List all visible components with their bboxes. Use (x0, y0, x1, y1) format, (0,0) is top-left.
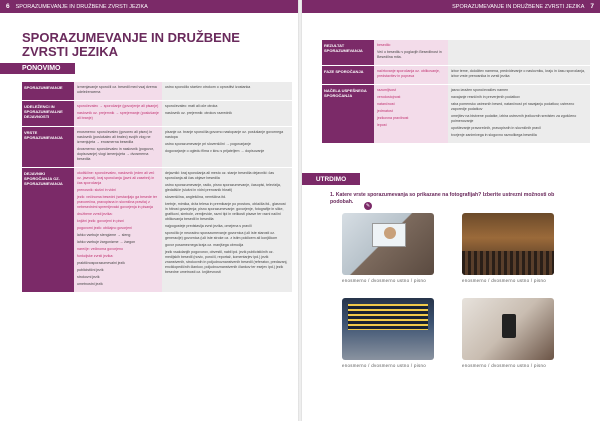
summary-table-continued (322, 40, 590, 144)
cell-text: lepost (377, 123, 387, 127)
cell-text: omejitev na bistvene podatke, izbira ustreznih jezikovnih sredstev za zgoščeno poimenovanje (451, 114, 577, 123)
row-right (162, 82, 292, 100)
section-ponovimo: PONOVIMO (0, 63, 75, 74)
row-right (162, 168, 292, 292)
cell-text: Več o besedilu v poglavjih Besedilnost in Besedilna mita. (377, 50, 442, 59)
cell-text: ustno sporazumevanje pri slovenščini → pogovarjanje (165, 142, 251, 146)
cell-text: publicistični jezik (77, 268, 104, 272)
row-middle (374, 85, 448, 143)
row-label: REZULTAT SPORAZUMEVANJA (322, 40, 374, 65)
cell-text: lahko vsebuje slengizme → sleng (77, 233, 131, 237)
table-row (322, 85, 590, 144)
audience-crowd (462, 251, 554, 275)
cell-text: jezik: večinoma besedni (sestavljajo ga besede ter pravorečna, pravopisna in slovnična pravila) z nebesednimi spremljevalci govorjenja in pisanja (77, 195, 158, 209)
cell-text: ustno sporočilo staršev otrokom o oprostitvi izostanka (165, 85, 251, 89)
person-face (384, 227, 396, 239)
photo-lecture-audience (462, 213, 554, 275)
pencil-icon: ✎ (365, 203, 371, 209)
cell-text: tvorjenje zanimivega in slogovno raznolikega besedila (451, 133, 537, 137)
running-head-text-right: SPORAZUMEVANJE IN DRUŽBENE ZVRSTI JEZIKA (452, 3, 585, 10)
cell-text: besedilo (377, 43, 391, 47)
cell-text: naslovnik oz. prejemnik: otrokov razrednik (165, 111, 232, 115)
cell-text: sporočevalec → sporočanje (govorjenje ali pisanje) (77, 104, 159, 108)
cell-text: enosmerno: sporočevalec (govorec ali pisec) in naslovnik (poslušalec ali bralec) svojih vlog ne izmenjujeta → enosmerna besedila (77, 130, 153, 144)
right-page (302, 0, 600, 421)
photo-departure-board (342, 298, 434, 360)
cell-text: knjižni jezik: govorjeni in pisni (77, 219, 124, 223)
cell-text: jedrnatost (377, 109, 393, 113)
cell-text: praktičnosporazumevalni jezik (77, 261, 125, 265)
row-label: UDELEŽENCI IN SPORAZUMEVALNE DEJAVNOSTI (22, 101, 74, 126)
cell-text: umetnostni jezik (77, 282, 103, 286)
running-head-text-left: SPORAZUMEVANJE IN DRUŽBENE ZVRSTI JEZIKA (15, 3, 148, 10)
cell-text: naslovnik oz. prejemnik → sprejemanje (poslušanje ali branje) (77, 111, 159, 120)
cell-text: prenosnik: slušni in vidni (77, 188, 116, 192)
page-number-right: 7 (590, 3, 594, 10)
row-right (448, 66, 590, 84)
row-right (162, 127, 292, 167)
photo-video-call (342, 213, 434, 275)
cell-text: raba pomensko ustreznih besed, natančnost pri navajanju podatkov, ustrezno zaporedje podatkov (451, 102, 575, 111)
row-label: VRSTE SPORAZUMEVANJA (22, 127, 74, 167)
section-utrdimo: UTRDIMO (302, 173, 360, 185)
page-title: SPORAZUMEVANJE IN DRUŽBENE ZVRSTI JEZIKA (22, 30, 240, 59)
cell-text: strokovni jezik (77, 275, 100, 279)
cell-text: jasno izražen sporočevalčev namen (451, 88, 509, 92)
cell-text: funkcijske zvrsti jezika: (77, 254, 114, 258)
table-row (22, 127, 292, 168)
cell-text: okoliščine: sporočevalec, naslovnik (eden ali več oz. javnost), kraj sporočanja (javni ali zasebni) in čas sporočanja (77, 171, 155, 185)
cell-text: izmenjavanje sporočil oz. besedil med vsaj dvema udeležencema (77, 85, 157, 94)
cell-text: sporočevalec: mati ali oče otroka (165, 104, 218, 108)
cell-text: dogovarjanje o ogledu filma v kinu s prijateljem → dopisovanje (165, 149, 265, 153)
row-middle (374, 66, 448, 84)
photo-caption-4[interactable]: enosmerno / dvosmerno ustno / pisno (462, 363, 546, 368)
cell-text: najpogosteje predstavlja zvrst jezika, omejena s pravili (165, 224, 252, 228)
row-middle (374, 40, 448, 65)
row-label: FAZE SPOROČANJA (322, 66, 374, 84)
row-right (162, 101, 292, 126)
cell-text: dvosmerno: sporočevalec in naslovnik (pogovor, dopisovanje) vlogi izmenjujeta → dvosmerna besedila (77, 147, 154, 161)
cell-text: upoštevanje pravorečnih, pravopisnih in slovničnih pravil (451, 126, 541, 130)
cell-text: družbene zvrsti jezika: (77, 212, 113, 216)
cell-text: slovenščina, angleščina, nemščina itd. (165, 195, 227, 199)
photo-phone-messaging (462, 298, 554, 360)
table-row (22, 101, 292, 127)
row-middle (74, 168, 162, 292)
table-row (322, 40, 590, 66)
cell-text: razumljivost (377, 88, 396, 92)
cell-text: izbor teme, določitev namena, predvidevanje o naslovniku, kraju in času sporočanja, izbor vrste prenosnika in zvrsti jezika (451, 69, 586, 78)
cell-text: jezikovna pravilnost (377, 116, 409, 120)
summary-table (22, 82, 292, 293)
cell-text: govor posameznega kraja oz. manjšega območja (165, 243, 244, 247)
cell-text: ustno sporazumevanje, radio, pisno sporazumevanje, časopisi, televizija, gledališče (slušni in vidni prenosnik hkrati) (165, 183, 281, 192)
row-label: NAČELA USPEŠNEGA SPOROČANJA (322, 85, 374, 143)
table-row (322, 66, 590, 85)
running-head-left (0, 0, 298, 13)
table-row (22, 82, 292, 101)
exercise-question: 1. Katere vrste sporazumevanja so prikazane na fotografijah? Izberite ustrezni možnosti ob podobah. (330, 192, 555, 205)
row-label: SPORAZUMEVANJE (22, 82, 74, 100)
cell-text: narečje: večinoma govorjeno (77, 247, 123, 251)
departure-board (348, 304, 428, 330)
cell-text: pogovorni jezik: običajno govorjeni (77, 226, 132, 230)
cell-text: kretnje, mimika, drža telesa in premikanje po prostoru, oblačila itd., glasnost in hitrost govorjenja; pisno sporazumevanje: govorjenje, fotografije in slike, grafikoni, simbole, zemljevide, razni tipi in velikosti pisave ter razni načini oblikovanja besedil in besedila (165, 202, 286, 221)
table-row (22, 168, 292, 293)
cell-text: pisanje oz. branje sporočila govorno nastopanje oz. poslušanje govornega nastopa (165, 130, 284, 139)
row-right (448, 40, 590, 65)
page-number-left: 6 (6, 3, 10, 10)
photo-caption-2[interactable]: enosmerno / dvosmerno ustno / pisno (462, 278, 546, 283)
cell-text: verodostojnost (377, 95, 401, 99)
row-middle (74, 127, 162, 167)
cell-text: jezik vsakdanjih pogovorov, obvestil, nabil ipd. jezik publicističnih oz. medijskih besedil (novic, poročil, reportaž, komentarjev ipd.) jezik znanstvenih, strokovnih in poljudnoznanstvenih besedil (referatov, predavanj, enciklopedičnih člankov, poljudnoznanstvenih člankov ter esejev ipd.) jezik besedne umetnosti oz. književnosti (165, 250, 288, 274)
mobile-phone (502, 314, 516, 338)
cell-text: načrtovanje sporočanja oz. oblikovanje, predstavitev in poprava (377, 69, 440, 78)
row-middle (74, 101, 162, 126)
cell-text: dejavniki: kraj sporočanja ali mesto oz. stanje besedila dejavniki: čas sporočanja ali čas objave besedila (165, 171, 275, 180)
photo-caption-3[interactable]: enosmerno / dvosmerno ustno / pisno (342, 363, 426, 368)
row-label: DEJAVNIKI SPOROČANJA OZ. SPORAZUMEVANJA (22, 168, 74, 292)
cell-text: natančnost (377, 102, 395, 106)
left-page (0, 0, 298, 421)
row-middle (74, 82, 162, 100)
cell-text: sporočilo je neuradno sporazumevanje govornica (uči iste starosti oz. generacije) govornica (uči iste stroke oz. z istim poklicem ali konjičkom (165, 231, 278, 240)
running-head-right (302, 0, 600, 13)
photo-caption-1[interactable]: enosmerno / dvosmerno ustno / pisno (342, 278, 426, 283)
row-right (448, 85, 590, 143)
cell-text: lahko vsebuje žargonizme → žargon (77, 240, 136, 244)
cell-text: navajanje resničnih in preverjenih podatkov (451, 95, 520, 99)
